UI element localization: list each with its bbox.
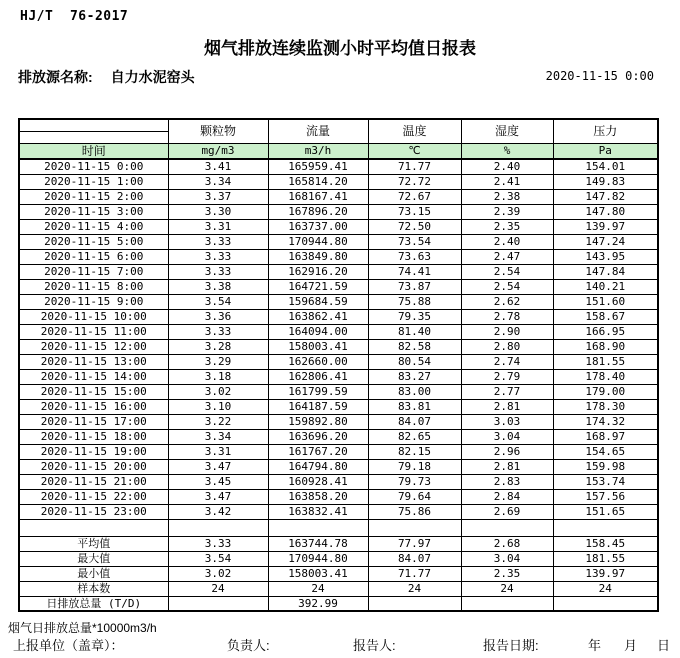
value-cell: 82.15 <box>368 444 461 459</box>
value-cell: 162916.20 <box>268 264 368 279</box>
value-cell: 2.83 <box>461 474 553 489</box>
value-cell: 75.88 <box>368 294 461 309</box>
value-cell: 2.81 <box>461 399 553 414</box>
table-row <box>19 294 658 309</box>
corner-divider <box>20 120 168 132</box>
value-cell: 3.54 <box>168 551 268 566</box>
table-row <box>19 459 658 474</box>
value-cell: 71.77 <box>368 566 461 581</box>
corner-cell <box>19 119 168 143</box>
table-row-label: 2020-11-15 7:00 <box>19 264 168 279</box>
value-cell: 163744.78 <box>268 536 368 551</box>
value-cell: 2.81 <box>461 459 553 474</box>
value-cell: 139.97 <box>553 566 658 581</box>
value-cell: 81.40 <box>368 324 461 339</box>
table-row-label: 2020-11-15 13:00 <box>19 354 168 369</box>
value-cell: 147.24 <box>553 234 658 249</box>
time-column-label: 时间 <box>19 143 168 159</box>
summary-row-label: 平均值 <box>19 536 168 551</box>
value-cell: 3.02 <box>168 566 268 581</box>
table-row <box>19 474 658 489</box>
value-cell: 163849.80 <box>268 249 368 264</box>
value-cell: 2.90 <box>461 324 553 339</box>
table-row <box>19 369 658 384</box>
value-cell: 161767.20 <box>268 444 368 459</box>
value-cell: 79.35 <box>368 309 461 324</box>
value-cell: 79.73 <box>368 474 461 489</box>
value-cell: 2.78 <box>461 309 553 324</box>
value-cell <box>268 519 368 536</box>
table-row <box>19 339 658 354</box>
value-cell: 2.74 <box>461 354 553 369</box>
value-cell: 158003.41 <box>268 566 368 581</box>
value-cell: 73.87 <box>368 279 461 294</box>
value-cell: 164794.80 <box>268 459 368 474</box>
value-cell: 159.98 <box>553 459 658 474</box>
value-cell: 143.95 <box>553 249 658 264</box>
value-cell: 2.41 <box>461 174 553 189</box>
value-cell: 158003.41 <box>268 339 368 354</box>
value-cell: 163696.20 <box>268 429 368 444</box>
table-row <box>19 309 658 324</box>
value-cell: 163862.41 <box>268 309 368 324</box>
value-cell: 3.45 <box>168 474 268 489</box>
value-cell: 2.54 <box>461 279 553 294</box>
table-row-label: 2020-11-15 12:00 <box>19 339 168 354</box>
table-row-label: 2020-11-15 2:00 <box>19 189 168 204</box>
value-cell: 161799.59 <box>268 384 368 399</box>
value-cell: 179.00 <box>553 384 658 399</box>
value-cell: 139.97 <box>553 219 658 234</box>
table-row-label: 2020-11-15 1:00 <box>19 174 168 189</box>
value-cell: 154.65 <box>553 444 658 459</box>
value-cell: 72.72 <box>368 174 461 189</box>
signature-line <box>0 635 680 653</box>
emission-source-name: 自力水泥窑头 <box>110 69 195 85</box>
table-row <box>19 429 658 444</box>
value-cell: 3.42 <box>168 504 268 519</box>
value-cell: 166.95 <box>553 324 658 339</box>
summary-row <box>19 551 658 566</box>
page-title: 烟气排放连续监测小时平均值日报表 <box>204 39 476 58</box>
value-cell <box>368 596 461 611</box>
value-cell: 2.40 <box>461 234 553 249</box>
responsible-person-label: 负责人: <box>227 638 270 653</box>
table-row-label: 2020-11-15 11:00 <box>19 324 168 339</box>
summary-row <box>19 566 658 581</box>
day-label: 日 <box>657 638 671 653</box>
value-cell: 163737.00 <box>268 219 368 234</box>
value-cell: 151.60 <box>553 294 658 309</box>
table-row <box>19 159 658 174</box>
value-cell: 3.33 <box>168 324 268 339</box>
summary-row-label: 最大值 <box>19 551 168 566</box>
table-row-label: 2020-11-15 15:00 <box>19 384 168 399</box>
value-cell: 3.29 <box>168 354 268 369</box>
value-cell: 79.64 <box>368 489 461 504</box>
value-cell: 73.54 <box>368 234 461 249</box>
value-cell: 168.90 <box>553 339 658 354</box>
value-cell: 79.18 <box>368 459 461 474</box>
value-cell: 3.38 <box>168 279 268 294</box>
value-cell: 181.55 <box>553 551 658 566</box>
total-emission-note: 烟气日排放总量*10000m3/h <box>8 621 157 635</box>
summary-row-label: 最小值 <box>19 566 168 581</box>
value-cell: 2.35 <box>461 219 553 234</box>
summary-row <box>19 596 658 611</box>
reporter-label: 报告人: <box>353 638 396 653</box>
value-cell: 3.33 <box>168 234 268 249</box>
value-cell: 24 <box>368 581 461 596</box>
table-row-label: 2020-11-15 0:00 <box>19 159 168 174</box>
table-row <box>19 489 658 504</box>
emission-source-line <box>18 67 195 87</box>
year-label: 年 <box>588 638 602 653</box>
value-cell: 2.79 <box>461 369 553 384</box>
value-cell: 3.04 <box>461 429 553 444</box>
value-cell: 2.35 <box>461 566 553 581</box>
value-cell: 3.33 <box>168 249 268 264</box>
report-table <box>18 118 659 612</box>
value-cell: 164094.00 <box>268 324 368 339</box>
value-cell: 3.41 <box>168 159 268 174</box>
value-cell: 2.38 <box>461 189 553 204</box>
standard-number: HJ/T 76-2017 <box>20 9 129 24</box>
value-cell: 3.33 <box>168 264 268 279</box>
column-header-temperature: 温度 <box>368 119 461 143</box>
value-cell: 2.39 <box>461 204 553 219</box>
value-cell: 24 <box>553 581 658 596</box>
value-cell: 2.96 <box>461 444 553 459</box>
table-row <box>19 384 658 399</box>
table-row <box>19 444 658 459</box>
value-cell: 3.03 <box>461 414 553 429</box>
value-cell: 2.54 <box>461 264 553 279</box>
unit-flow: m3/h <box>268 143 368 159</box>
value-cell: 2.84 <box>461 489 553 504</box>
table-row <box>19 354 658 369</box>
column-header-row <box>19 119 658 143</box>
value-cell: 147.82 <box>553 189 658 204</box>
table-row-label: 2020-11-15 22:00 <box>19 489 168 504</box>
value-cell: 3.36 <box>168 309 268 324</box>
value-cell: 178.30 <box>553 399 658 414</box>
table-row <box>19 414 658 429</box>
value-cell: 170944.80 <box>268 234 368 249</box>
table-row-label: 2020-11-15 8:00 <box>19 279 168 294</box>
value-cell: 3.47 <box>168 459 268 474</box>
value-cell: 163832.41 <box>268 504 368 519</box>
value-cell: 163858.20 <box>268 489 368 504</box>
value-cell: 73.63 <box>368 249 461 264</box>
value-cell: 3.30 <box>168 204 268 219</box>
value-cell: 3.47 <box>168 489 268 504</box>
value-cell: 147.84 <box>553 264 658 279</box>
value-cell <box>368 519 461 536</box>
value-cell: 3.22 <box>168 414 268 429</box>
table-row <box>19 264 658 279</box>
summary-row-label: 样本数 <box>19 581 168 596</box>
value-cell: 392.99 <box>268 596 368 611</box>
table-row-label: 2020-11-15 21:00 <box>19 474 168 489</box>
table-row <box>19 249 658 264</box>
table-row-label: 2020-11-15 4:00 <box>19 219 168 234</box>
value-cell: 3.37 <box>168 189 268 204</box>
value-cell: 149.83 <box>553 174 658 189</box>
value-cell: 165959.41 <box>268 159 368 174</box>
value-cell: 164721.59 <box>268 279 368 294</box>
value-cell: 174.32 <box>553 414 658 429</box>
value-cell: 2.47 <box>461 249 553 264</box>
table-row-label: 2020-11-15 23:00 <box>19 504 168 519</box>
value-cell: 159684.59 <box>268 294 368 309</box>
table-row <box>19 234 658 249</box>
column-header-particulate: 颗粒物 <box>168 119 268 143</box>
spacer-row-label <box>19 519 168 536</box>
value-cell: 24 <box>268 581 368 596</box>
table-row-label: 2020-11-15 20:00 <box>19 459 168 474</box>
emission-source-label: 排放源名称: <box>18 69 93 85</box>
unit-particulate: mg/m3 <box>168 143 268 159</box>
value-cell <box>168 519 268 536</box>
value-cell: 158.45 <box>553 536 658 551</box>
table-row <box>19 279 658 294</box>
value-cell: 181.55 <box>553 354 658 369</box>
value-cell: 147.80 <box>553 204 658 219</box>
value-cell: 162660.00 <box>268 354 368 369</box>
summary-row <box>19 536 658 551</box>
value-cell: 159892.80 <box>268 414 368 429</box>
column-header-flow: 流量 <box>268 119 368 143</box>
value-cell: 3.18 <box>168 369 268 384</box>
value-cell: 3.33 <box>168 536 268 551</box>
value-cell: 74.41 <box>368 264 461 279</box>
table-row-label: 2020-11-15 3:00 <box>19 204 168 219</box>
value-cell: 3.54 <box>168 294 268 309</box>
value-cell: 157.56 <box>553 489 658 504</box>
column-header-humidity: 湿度 <box>461 119 553 143</box>
value-cell: 165814.20 <box>268 174 368 189</box>
value-cell: 3.02 <box>168 384 268 399</box>
report-datetime: 2020-11-15 0:00 <box>545 69 654 83</box>
value-cell: 2.69 <box>461 504 553 519</box>
value-cell: 178.40 <box>553 369 658 384</box>
value-cell: 3.34 <box>168 429 268 444</box>
summary-row <box>19 581 658 596</box>
value-cell: 2.40 <box>461 159 553 174</box>
unit-pressure: Pa <box>553 143 658 159</box>
value-cell: 168.97 <box>553 429 658 444</box>
value-cell: 75.86 <box>368 504 461 519</box>
table-row-label: 2020-11-15 14:00 <box>19 369 168 384</box>
table-row <box>19 204 658 219</box>
value-cell: 84.07 <box>368 414 461 429</box>
summary-row-label: 日排放总量 (T/D) <box>19 596 168 611</box>
table-row-label: 2020-11-15 5:00 <box>19 234 168 249</box>
table-row <box>19 174 658 189</box>
value-cell: 164187.59 <box>268 399 368 414</box>
value-cell: 162806.41 <box>268 369 368 384</box>
value-cell: 167896.20 <box>268 204 368 219</box>
value-cell <box>461 519 553 536</box>
month-label: 月 <box>624 638 638 653</box>
value-cell: 72.67 <box>368 189 461 204</box>
value-cell: 71.77 <box>368 159 461 174</box>
value-cell: 170944.80 <box>268 551 368 566</box>
value-cell: 84.07 <box>368 551 461 566</box>
table-row <box>19 504 658 519</box>
value-cell: 158.67 <box>553 309 658 324</box>
value-cell: 72.50 <box>368 219 461 234</box>
value-cell: 160928.41 <box>268 474 368 489</box>
value-cell: 73.15 <box>368 204 461 219</box>
table-row <box>19 219 658 234</box>
value-cell: 3.31 <box>168 444 268 459</box>
table-row-label: 2020-11-15 6:00 <box>19 249 168 264</box>
units-row <box>19 143 658 159</box>
value-cell: 154.01 <box>553 159 658 174</box>
value-cell: 3.10 <box>168 399 268 414</box>
value-cell: 2.62 <box>461 294 553 309</box>
value-cell: 83.00 <box>368 384 461 399</box>
value-cell: 24 <box>168 581 268 596</box>
value-cell: 3.04 <box>461 551 553 566</box>
value-cell: 140.21 <box>553 279 658 294</box>
table-row-label: 2020-11-15 17:00 <box>19 414 168 429</box>
column-header-pressure: 压力 <box>553 119 658 143</box>
table-row <box>19 399 658 414</box>
value-cell: 2.80 <box>461 339 553 354</box>
value-cell: 82.58 <box>368 339 461 354</box>
value-cell: 153.74 <box>553 474 658 489</box>
unit-temperature: ℃ <box>368 143 461 159</box>
value-cell <box>168 596 268 611</box>
value-cell: 151.65 <box>553 504 658 519</box>
value-cell: 3.31 <box>168 219 268 234</box>
value-cell: 83.27 <box>368 369 461 384</box>
value-cell: 168167.41 <box>268 189 368 204</box>
value-cell: 2.68 <box>461 536 553 551</box>
value-cell: 2.77 <box>461 384 553 399</box>
table-row-label: 2020-11-15 16:00 <box>19 399 168 414</box>
report-date-label: 报告日期: <box>483 638 539 653</box>
table-row-label: 2020-11-15 19:00 <box>19 444 168 459</box>
table-row <box>19 324 658 339</box>
value-cell <box>461 596 553 611</box>
table-row-label: 2020-11-15 10:00 <box>19 309 168 324</box>
value-cell: 3.28 <box>168 339 268 354</box>
value-cell: 80.54 <box>368 354 461 369</box>
value-cell: 83.81 <box>368 399 461 414</box>
value-cell <box>553 596 658 611</box>
value-cell: 24 <box>461 581 553 596</box>
table-row <box>19 189 658 204</box>
table-body <box>19 159 658 611</box>
value-cell: 82.65 <box>368 429 461 444</box>
unit-humidity: % <box>461 143 553 159</box>
table-row-label: 2020-11-15 18:00 <box>19 429 168 444</box>
report-unit-label: 上报单位（盖章）： <box>13 638 124 653</box>
value-cell: 3.34 <box>168 174 268 189</box>
value-cell: 77.97 <box>368 536 461 551</box>
spacer-row <box>19 519 658 536</box>
value-cell <box>553 519 658 536</box>
table-row-label: 2020-11-15 9:00 <box>19 294 168 309</box>
